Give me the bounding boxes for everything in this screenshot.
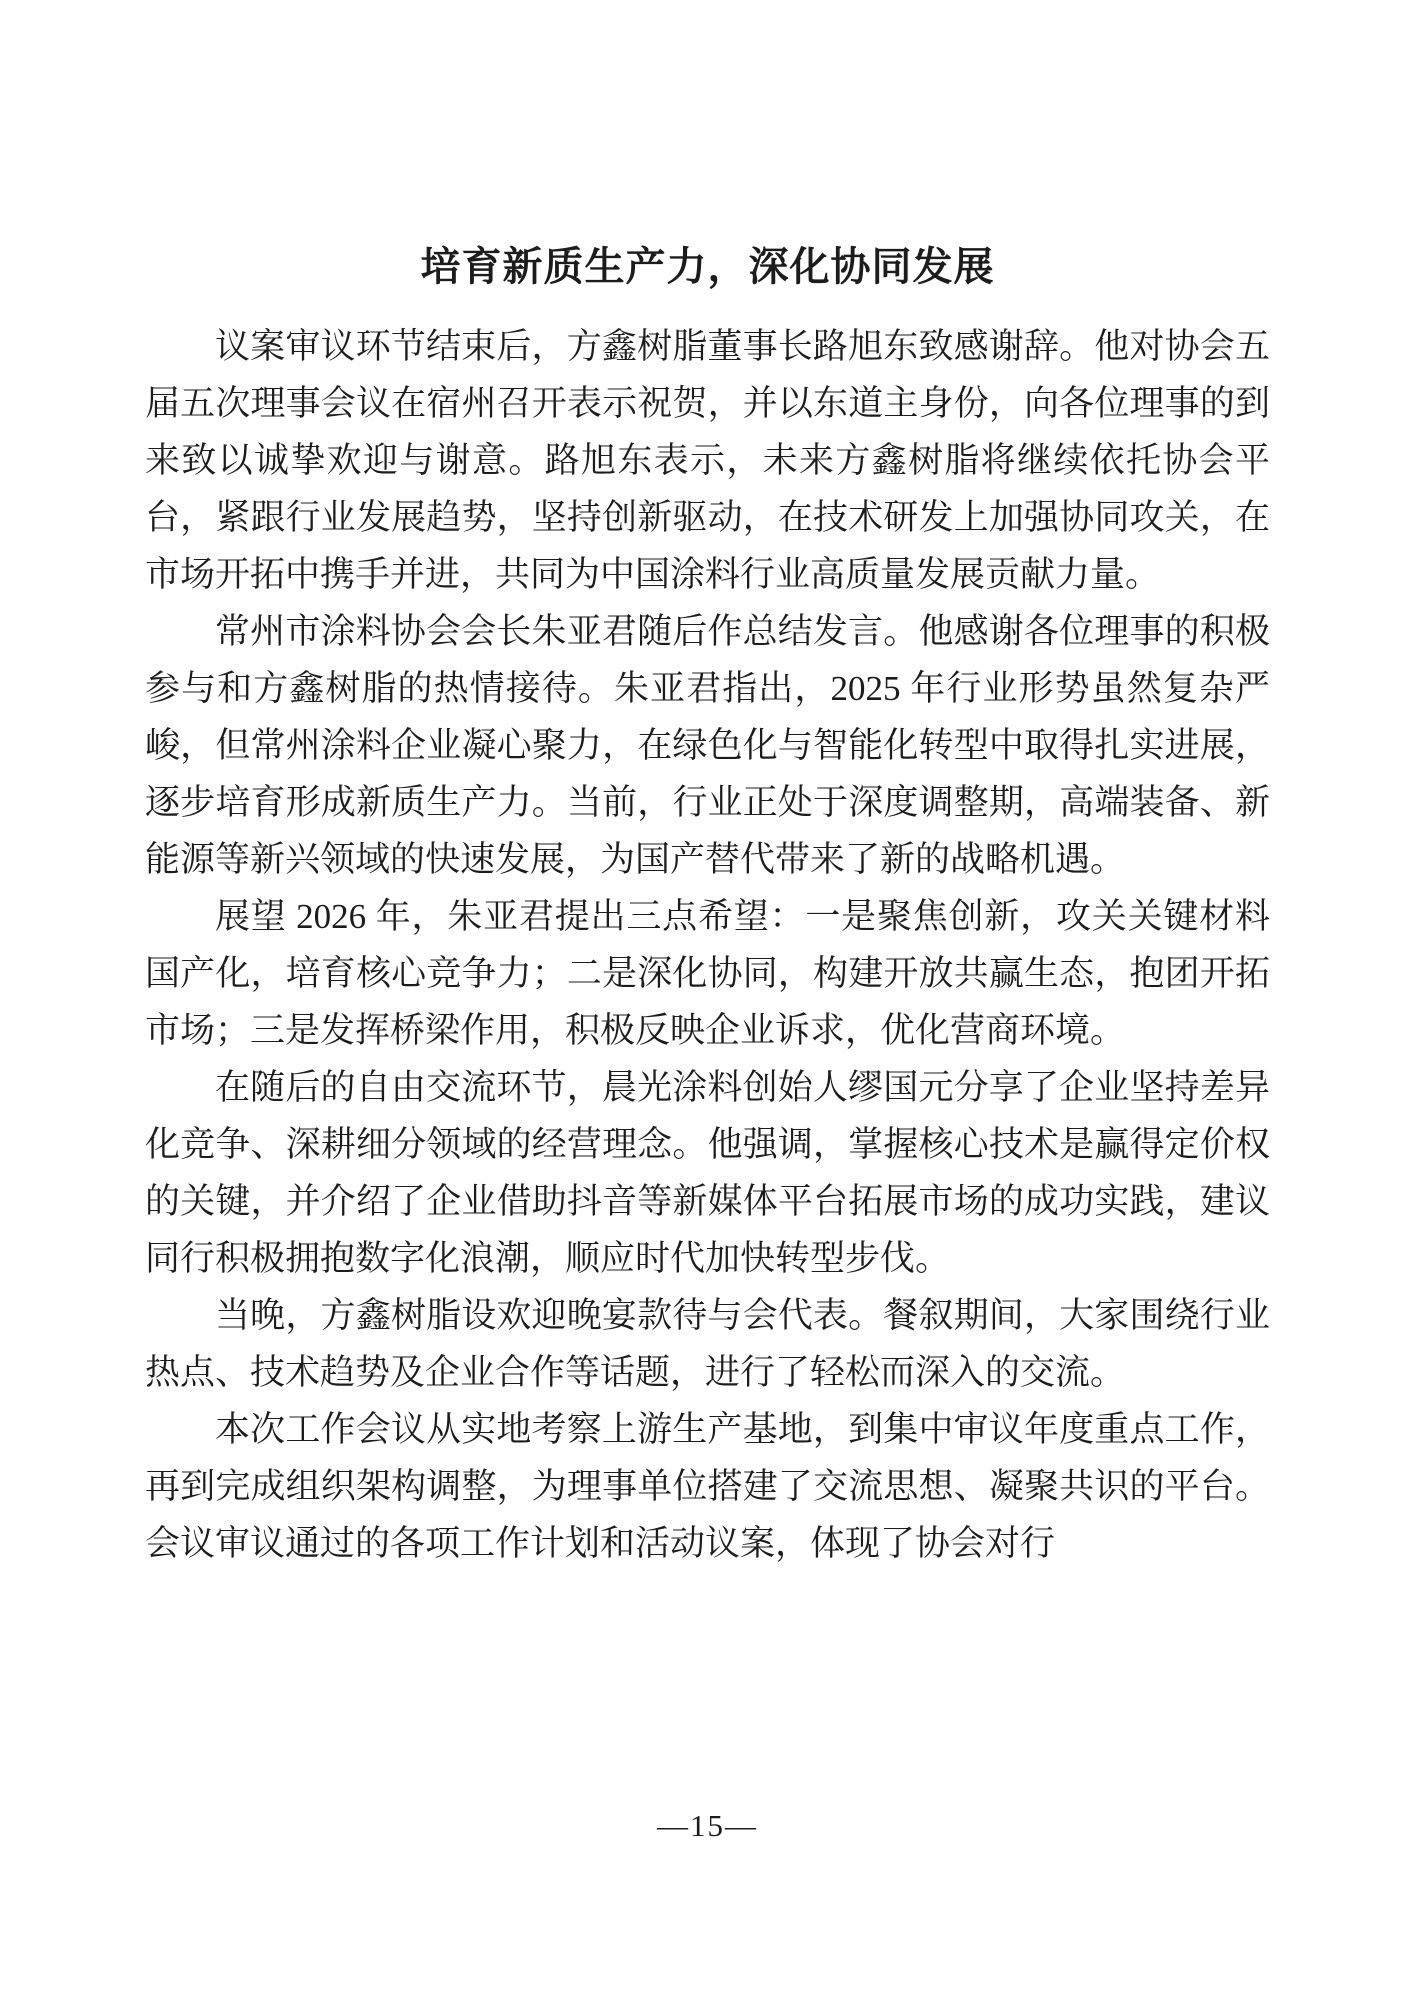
page-number: —15— [657, 1808, 758, 1843]
paragraph: 当晚，方鑫树脂设欢迎晚宴款待与会代表。餐叙期间，大家围绕行业热点、技术趋势及企业合作等话题，进行了轻松而深入的交流。 [145, 1296, 1270, 1392]
paragraph: 在随后的自由交流环节，晨光涂料创始人缪国元分享了企业坚持差异化竞争、深耕细分领域的经营理念。他强调，掌握核心技术是赢得定价权的关键，并介绍了企业借助抖音等新媒体平台拓展市场的成功实践，建议同行积极拥抱数字化浪潮，顺应时代加快转型步伐。 [145, 1068, 1270, 1278]
paragraph: 议案审议环节结束后，方鑫树脂董事长路旭东致感谢辞。他对协会五届五次理事会议在宿州召开表示祝贺，并以东道主身份，向各位理事的到来致以诚挚欢迎与谢意。路旭东表示，未来方鑫树脂将继续依托协会平台，紧跟行业发展趋势，坚持创新驱动，在技术研发上加强协同攻关，在市场开拓中携手并进，共同为中国涂料行业高质量发展贡献力量。 [145, 327, 1270, 594]
paragraph: 本次工作会议从实地考察上游生产基地，到集中审议年度重点工作，再到完成组织架构调整，为理事单位搭建了交流思想、凝聚共识的平台。会议审议通过的各项工作计划和活动议案，体现了协会对行 [145, 1410, 1270, 1563]
page-title: 培育新质生产力，深化协同发展 [420, 244, 995, 289]
paragraph: 展望 2026 年，朱亚君提出三点希望：一是聚焦创新，攻关关键材料国产化，培育核心竞争力；二是深化协同，构建开放共赢生态，抱团开拓市场；三是发挥桥梁作用，积极反映企业诉求，优化营商环境。 [145, 897, 1270, 1050]
document-body [145, 318, 1270, 1572]
paragraph: 常州市涂料协会会长朱亚君随后作总结发言。他感谢各位理事的积极参与和方鑫树脂的热情接待。朱亚君指出，2025 年行业形势虽然复杂严峻，但常州涂料企业凝心聚力，在绿色化与智能化转型中取得扎实进展，逐步培育形成新质生产力。当前，行业正处于深度调整期，高端装备、新能源等新兴领域的快速发展，为国产替代带来了新的战略机遇。 [145, 612, 1270, 879]
document-content [145, 238, 1270, 1572]
